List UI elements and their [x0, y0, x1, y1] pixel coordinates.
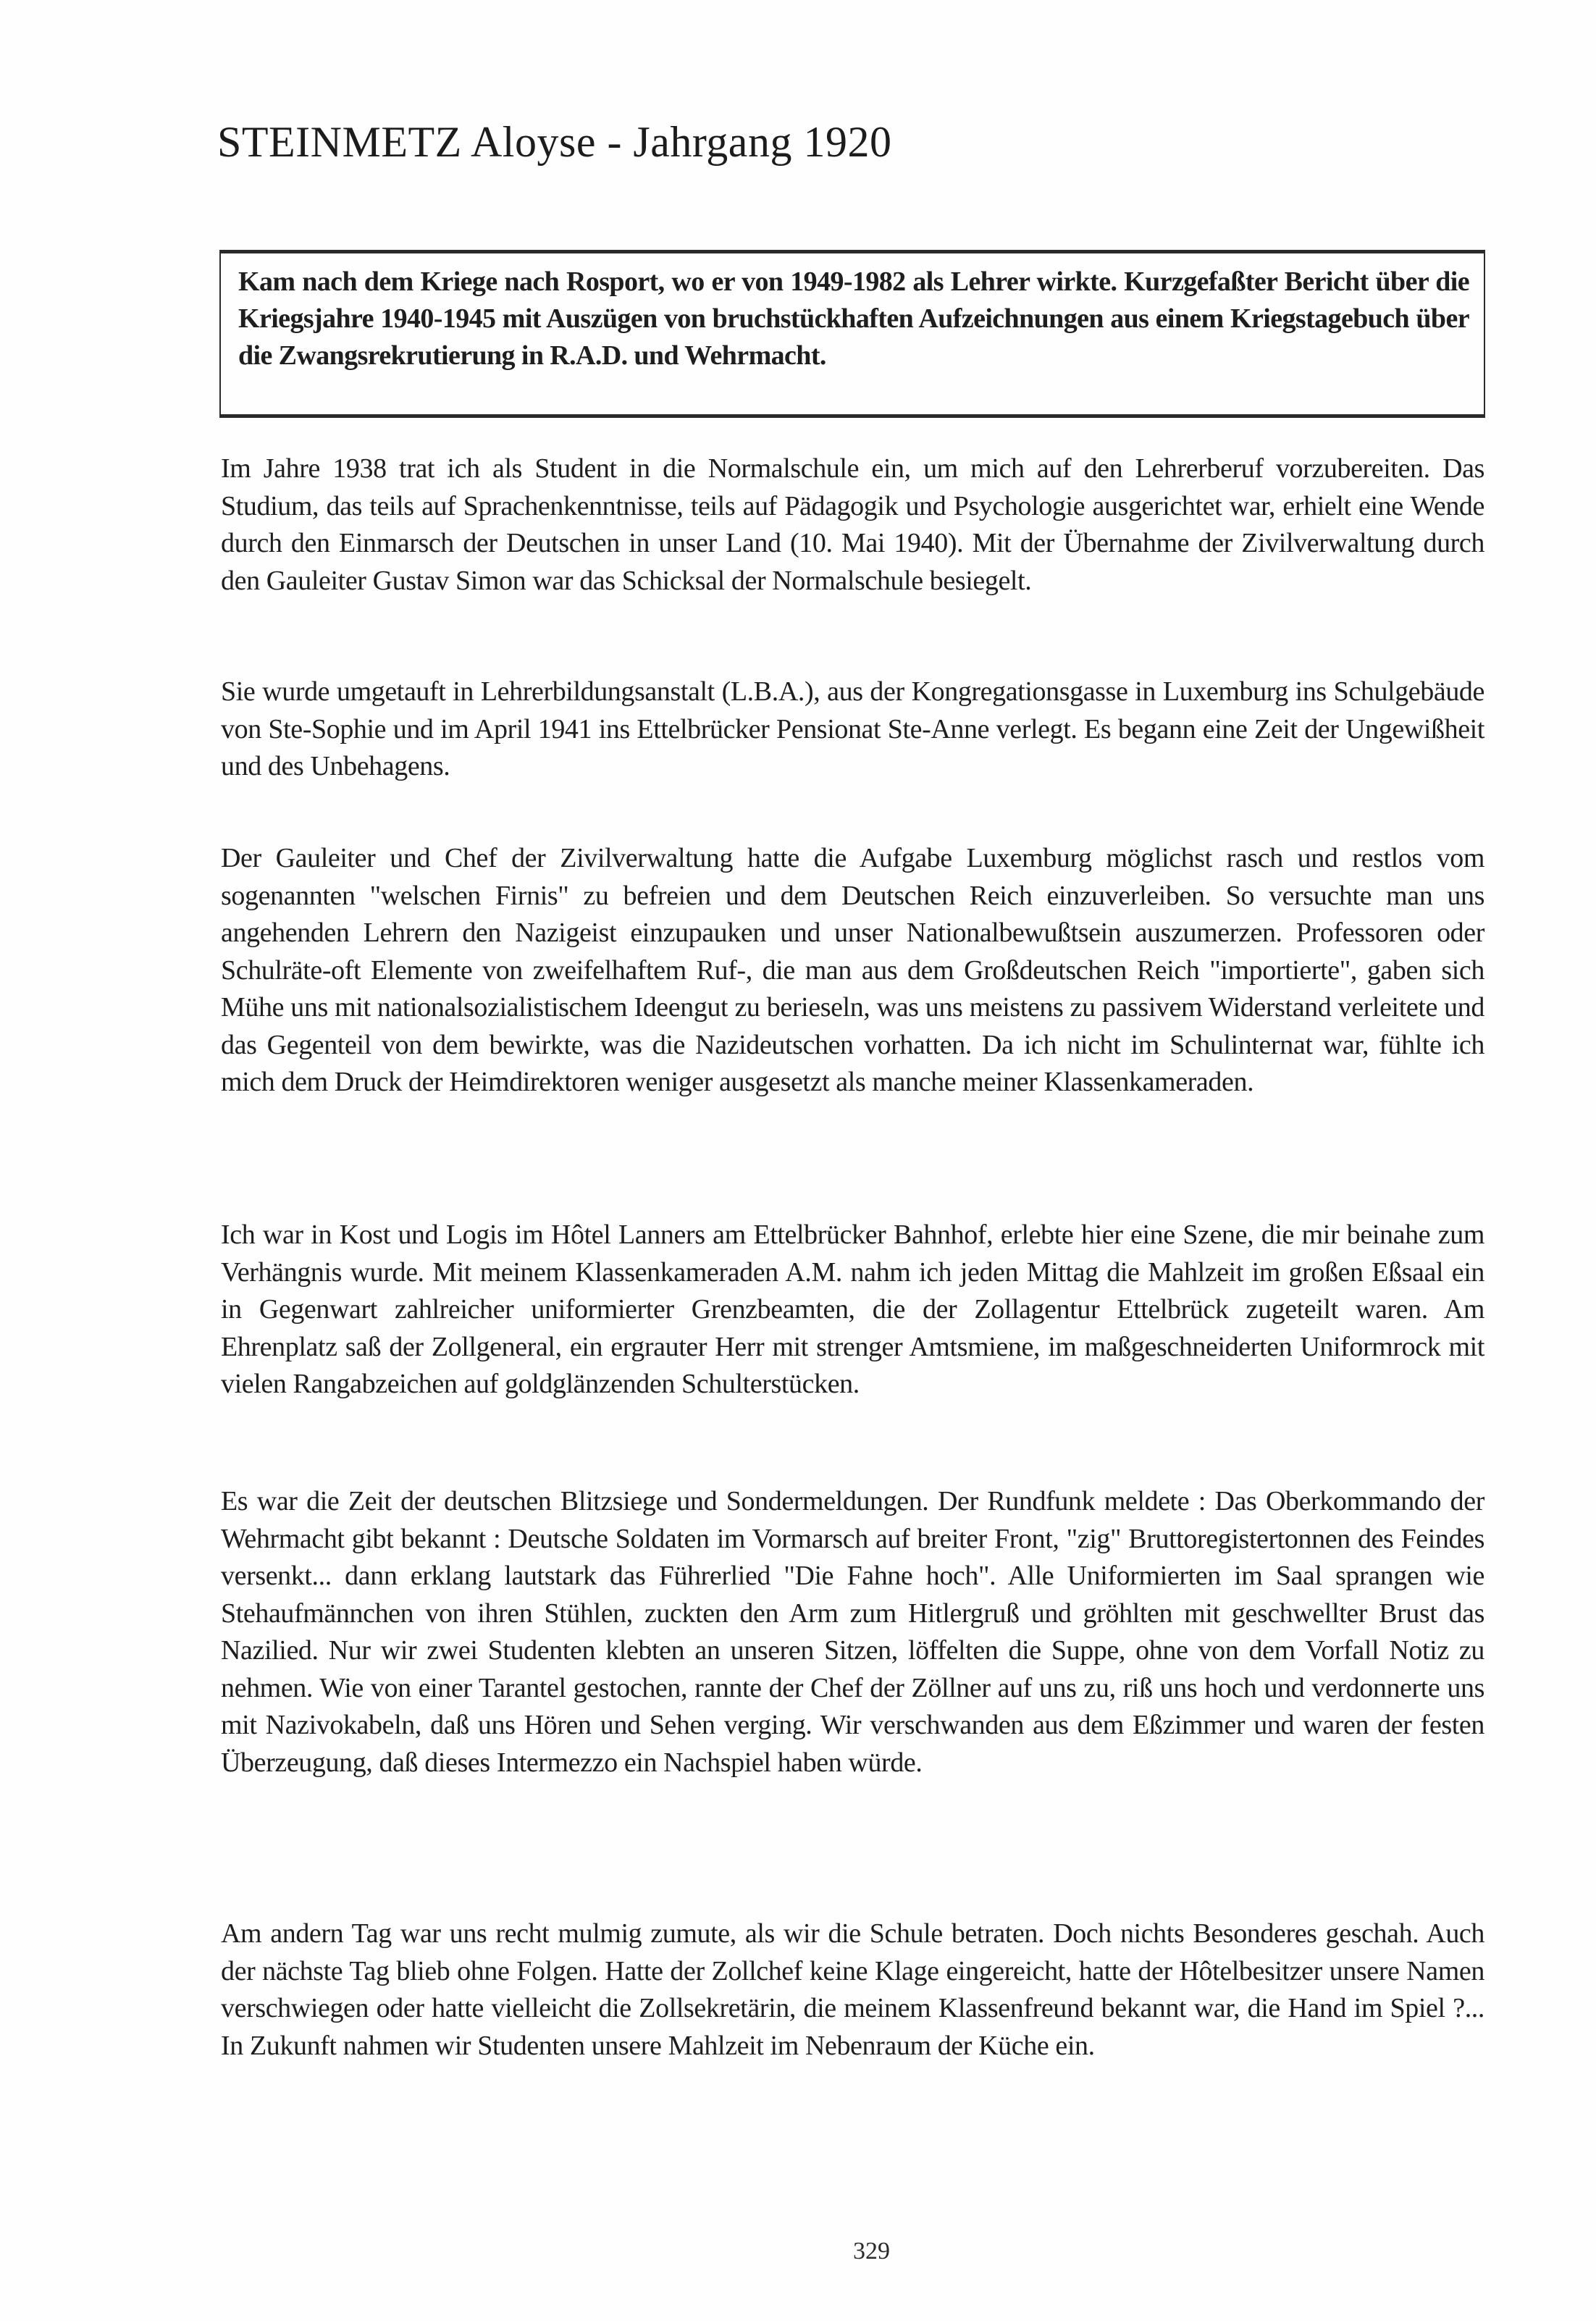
- paragraph: Der Gauleiter und Chef der Zivilverwaltung hatte die Aufgabe Luxemburg möglichst rasch und restlos vom sogenannten "welschen Firnis" zu befreien und dem Deutschen Reich einzuverleiben. So versuchte man uns angehenden Lehrern den Nazigeist einzupauken und unser Nationalbewußtsein auszumerzen. Professoren oder Schulräte-oft Elemente von zweifelhaftem Ruf-, die man aus dem Großdeutschen Reich "importierte", gaben sich Mühe uns mit nationalsozialistischem Ideengut zu berieseln, was uns meistens zu passivem Widerstand verleitete und das Gegenteil von dem bewirkte, was die Nazideutschen vorhatten. Da ich nicht im Schulinternat war, fühlte ich mich dem Druck der Heimdirektoren weniger ausgesetzt als manche meiner Klassenkameraden.: [221, 843, 1484, 1097]
- paragraph: Es war die Zeit der deutschen Blitzsiege und Sondermeldungen. Der Rundfunk meldete : Das Oberkommando der Wehrmacht gibt bekannt : Deutsche Soldaten im Vormarsch auf breiter Front, "zig" Bruttoregistertonnen des Feindes versenkt... dann erklang lautstark das Führerlied "Die Fahne hoch". Alle Uniformierten im Saal sprangen wie Stehaufmännchen von ihren Stühlen, zuckten den Arm zum Hitlergruß und gröhlten mit geschwellter Brust das Nazilied. Nur wir zwei Studenten klebten an unseren Sitzen, löffelten die Suppe, ohne von dem Vorfall Notiz zu nehmen. Wie von einer Tarantel gestochen, rannte der Chef der Zöllner auf uns zu, riß uns hoch und verdonnerte uns mit Nazivokabeln, daß uns Hören und Sehen verging. Wir verschwanden aus dem Eßzimmer und waren der festen Überzeugung, daß dieses Intermezzo ein Nachspiel haben würde.: [221, 1486, 1484, 1778]
- paragraph: Im Jahre 1938 trat ich als Student in die Normalschule ein, um mich auf den Lehrerberuf vorzubereiten. Das Studium, das teils auf Sprachenkenntnisse, teils auf Pädagogik und Psychologie ausgerichtet war, erhielt eine Wende durch den Einmarsch der Deutschen in unser Land (10. Mai 1940). Mit der Übernahme der Zivilverwaltung durch den Gauleiter Gustav Simon war das Schicksal der Normalschule besiegelt.: [221, 453, 1484, 596]
- paragraph: Sie wurde umgetauft in Lehrerbildungsanstalt (L.B.A.), aus der Kongregationsgasse in Luxemburg ins Schulgebäude von Ste-Sophie und im April 1941 ins Ettelbrücker Pensionat Ste-Anne verlegt. Es begann eine Zeit der Ungewißheit und des Unbehagens.: [221, 676, 1484, 781]
- paragraph: Am andern Tag war uns recht mulmig zumute, als wir die Schule betraten. Doch nichts Besonderes geschah. Auch der nächste Tag blieb ohne Folgen. Hatte der Zollchef keine Klage eingereicht, hatte der Hôtelbesitzer unsere Namen verschwiegen oder hatte vielleicht die Zollsekretärin, die meinem Klassenfreund bekannt war, die Hand im Spiel ?... In Zukunft nahmen wir Studenten unsere Mahlzeit im Nebenraum der Küche ein.: [221, 1918, 1484, 2061]
- paragraph: Ich war in Kost und Logis im Hôtel Lanners am Ettelbrücker Bahnhof, erlebte hier eine Szene, die mir beinahe zum Verhängnis wurde. Mit meinem Klassenkameraden A.M. nahm ich jeden Mittag die Mahlzeit im großen Eßsaal ein in Gegenwart zahlreicher uniformierter Grenzbeamten, die der Zollagentur Ettelbrück zugeteilt waren. Am Ehrenplatz saß der Zollgeneral, ein ergrauter Herr mit strenger Amtsmiene, im maßgeschneiderten Uniformrock mit vielen Rangabzeichen auf goldglänzenden Schulterstücken.: [221, 1220, 1484, 1399]
- page-title: STEINMETZ Aloyse - Jahrgang 1920: [217, 118, 892, 167]
- page-number: 329: [853, 2238, 890, 2265]
- summary-box: [219, 250, 1485, 418]
- summary-text: Kam nach dem Kriege nach Rosport, wo er von 1949-1982 als Lehrer wirkte. Kurzgefaßter Bericht über die Kriegsjahre 1940-1945 mit Auszügen von bruchstückhaften Aufzeichnungen aus einem Kriegstagebuch über die Zwangsrekrutierung in R.A.D. und Wehrmacht.: [238, 266, 1469, 371]
